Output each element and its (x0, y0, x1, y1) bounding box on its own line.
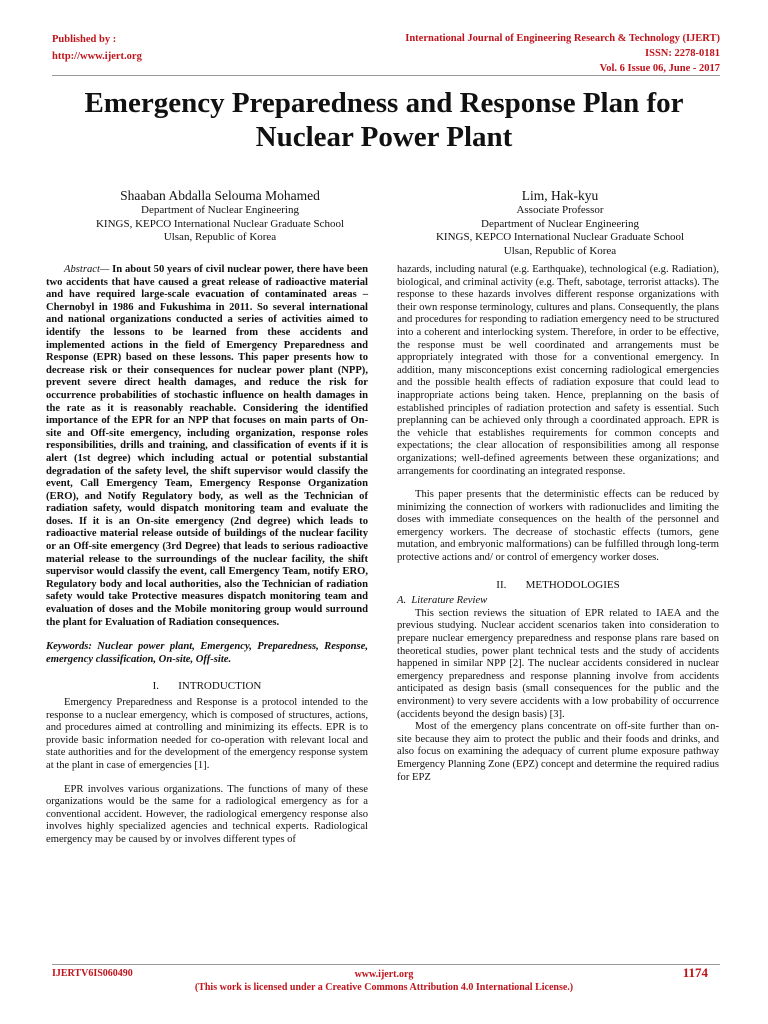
footer-divider (52, 964, 720, 965)
title-line-1: Emergency Preparedness and Response Plan for (84, 87, 684, 119)
page-number: 1174 (682, 965, 708, 980)
keywords: Keywords: Nuclear power plant, Emergency, Preparedness, Response, emergency classification, On-site, Off-site. (46, 641, 368, 665)
right-column (397, 264, 719, 784)
section-heading-methodologies: II. METHODOLOGIES (496, 578, 620, 591)
header-divider (52, 75, 720, 76)
author-affiliation: Associate Professor (516, 204, 604, 216)
body-paragraph: hazards, including natural (e.g. Earthquake), technological (e.g. Radiation), biological, and criminal activity (e.g. Theft, sabotage, terrorist attacks). The response to these hazards involves different response organizations with their own response terminology, cultures and plans. Consequently, the plans and procedures for responding to radiation emergency need to be structured into a coherent and interlocking system. Therefore, in order to be effective, the response must be well coordinated and arrangements must be appropriately integrated with those for a conventional emergency. In addition, many misconceptions exist concerning radiological emergencies and the possible health effects of radiation exposure that could lead to inappropriate actions being taken. Hence, preplanning on the basis of established principles of radiation protection and safety is essential. Such preplanning can be achieved only through a coordinated approach. EPR is the vehicle that establishes requirements for common concepts and expectations; the clear allocation of responsibilities among all response organizations; well-defined agreements between these organizations; and arrangements for coordinating an integrated response. (397, 264, 719, 477)
author-affiliation: Department of Nuclear Engineering (481, 217, 639, 230)
title-line-2: Nuclear Power Plant (255, 121, 513, 153)
intro-paragraph-1: Emergency Preparedness and Response is a protocol intended to the response to a nuclear emergency, which is composed of structures, actions, and procedures aimed at controlling and minimizing its effects. EPR is to provide basic information needed for co-operation with relevant local and state authorities and for the development of the emergency response system at the plant in case of emergencies [1]. (46, 697, 368, 771)
footer-url-link[interactable]: www.ijert.org (354, 969, 414, 980)
abstract-label: Abstract— (64, 264, 110, 275)
author-affiliation: Ulsan, Republic of Korea (163, 231, 277, 243)
abstract (46, 264, 368, 629)
footer-center (0, 968, 768, 994)
literature-paragraph-1: This section reviews the situation of EPR related to IAEA and the previous studying. Nuclear accident scenarios taken into consideration to prepare nuclear emergency preparedness and response plans rare based on theoretical studies, power plant technical tests and the study of accidents happened in similar NPP [2]. The nuclear accidents considered in nuclear emergency preparedness and response planning involve from accidents anticipated as design basis (small consequences for the public and the environment) to very severe accidents with a low probability of occurrence (accidents beyond the design basis) [3]. (397, 607, 719, 720)
author-affiliation: Ulsan, Republic of Korea (503, 244, 617, 257)
author-affiliation: Department of Nuclear Engineering (141, 204, 299, 216)
author-block-1 (70, 187, 370, 245)
journal-url-link[interactable]: http://www.ijert.org (52, 51, 142, 62)
header-right (405, 31, 720, 76)
author-affiliation: KINGS, KEPCO International Nuclear Graduate School (435, 231, 685, 243)
paper-title (30, 86, 738, 154)
literature-paragraph-2: Most of the emergency plans concentrate on off-site further than on-site because they aim to protect the public and their foods and drinks, and also focus on examining the adequacy of current plume exposure pathway Emergency Planning Zone (EPZ) concept and determine the required radius for EPZ (397, 721, 719, 783)
issn: ISSN: 2278-0181 (645, 48, 720, 59)
body-paragraph: This paper presents that the deterministic effects can be reduced by minimizing the connection of workers with radionuclides and limiting the doses with immediate consequences on the health of the personnel and emergency workers. The decrease of stochastic effects (tumors, gene mutation, and embryonic malformations) can be fulfilled through long-term protective actions and/ or control of emergency worker doses. (397, 489, 719, 564)
volume-issue: Vol. 6 Issue 06, June - 2017 (599, 63, 720, 74)
subsection-heading-literature-review: A. Literature Review (397, 595, 488, 607)
author-name: Shaaban Abdalla Selouma Mohamed (120, 188, 320, 203)
footer-license: (This work is licensed under a Creative Commons Attribution 4.0 International License.) (194, 982, 574, 993)
intro-paragraph-2: EPR involves various organizations. The functions of many of these organizations would be the same for a radiological emergency as for a conventional accident. However, the radiological emergency response also involves highly specialized agencies and technical experts. Radiological emergency may be caused by or involves different types of (46, 783, 368, 845)
journal-name: International Journal of Engineering Research & Technology (IJERT) (405, 33, 720, 44)
footer-paper-id: IJERTV6IS060490 (52, 968, 133, 979)
author-affiliation: KINGS, KEPCO International Nuclear Graduate School (95, 217, 345, 230)
author-name: Lim, Hak-kyu (521, 188, 599, 203)
header-left (52, 31, 142, 65)
abstract-text: In about 50 years of civil nuclear power, there have been two accidents that have caused a great release of radioactive material and have required large-scale evacuation of contaminated areas – Chernobyl in 1986 and Fukushima in 2011. So several international and national organizations conducted a series of activities aimed to identify the lessons to be learned from these accidents and implemented actions in the field of Emergency Preparedness and Response (EPR) based on these lessons. This paper presents how to decrease risk or their consequences for nuclear power plant (NPP), prevent severe direct health damages, and reduce the risk for occurrence probabilities of stochastic influence on health damages in the rate as it is reasonably reachable. Considering the identified importance of the EPR for an NPP that focuses on main parts of On-site and Off-site emergency, including organization, response roles responsibilities, drills and training, and classification of events if it is alert (1st degree) which including actual or potential substantial degradation of the safety level, the shift supervisor would classify the event, Call Emergency Team, Emergency Response Organization (ERO), and Notify Regulatory body, as well as the Technician of radiation safety, would dispatch monitoring team and evaluate the doses. If it is an On-site emergency (2nd degree) which leads to radioactive material release outside of buildings of the nuclear facility or an Off-site emergency (3rd Degree) that leads to serious radioactive material release to the surroundings of the nuclear facility, the shift supervisor would classify the event, call Emergency Team, notify ERO, Regulatory body and local authorities, also the Technician of radiation safety would take Protective measures dispatch monitoring team and evaluation of doses and the Mobile monitoring group would surround the plant for Evaluation of Radiation consequences. (46, 264, 368, 628)
section-heading-introduction: I. INTRODUCTION (152, 680, 262, 693)
left-column (46, 264, 368, 847)
published-by: Published by : (52, 34, 117, 45)
author-block-2 (400, 187, 720, 258)
